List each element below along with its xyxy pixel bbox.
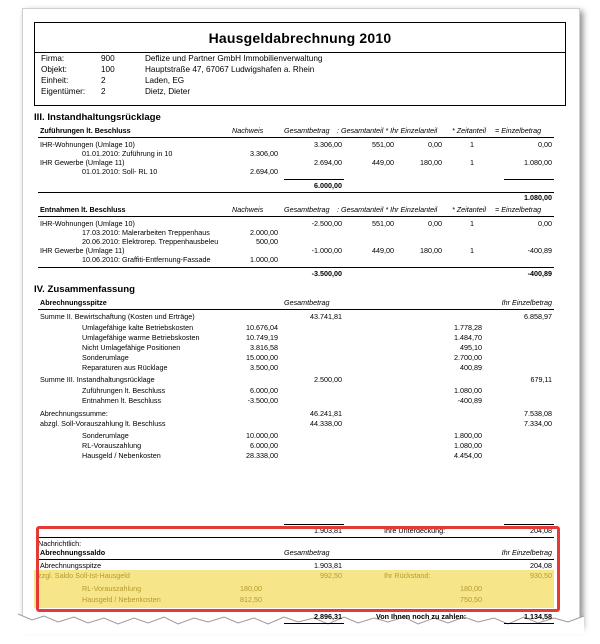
saldo-spitze-row: Abrechnungsspitze 1.903,81 204,08 <box>40 561 552 570</box>
spitze-row: Sonderumlage 15.000,00 2.700,00 <box>82 353 482 362</box>
spitze-row: RL-Vorauszahlung 6.000,00 1.080,00 <box>82 441 482 450</box>
unterdeckung-row: 1.903,81 Ihre Unterdeckung: 204,08 <box>314 526 552 535</box>
spitze-row: Entnahmen lt. Beschluss -3.500,00 -400,89 <box>82 396 482 405</box>
section-title-instandhaltung: III. Instandhaltungsrücklage <box>34 112 161 123</box>
nachrichtlich-label: Nachrichtlich: <box>38 539 82 548</box>
rule <box>38 309 554 310</box>
rule <box>504 524 554 525</box>
spitze-row: Zuführungen lt. Beschluss 6.000,00 1.080,00 <box>82 386 482 395</box>
spitze-row: Abrechnungssumme: 46.241,81 7.538,08 <box>40 409 552 418</box>
total-row: 1.080,00 <box>524 193 552 202</box>
saldo-header: Abrechnungssaldo Gesamtbetrag Ihr Einzelbetrag <box>40 548 552 557</box>
spitze-header: Abrechnungsspitze Gesamtbetrag Ihr Einzelbetrag <box>40 298 552 307</box>
spitze-row: Umlagefähige warme Betriebskosten 10.749,19 1.484,70 <box>82 333 482 342</box>
spitze-row: Nicht Umlagefähige Positionen 3.816,58 495,10 <box>82 343 482 352</box>
spitze-row: Umlagefähige kalte Betriebskosten 10.676,04 1.778,28 <box>82 323 482 332</box>
table-row: 01.01.2010: Zuführung in 10 3.306,00 <box>82 149 278 158</box>
table-row: IHR Gewerbe (Umlage 11) 2.694,00 449,00 180,00 1 1.080,00 <box>40 158 552 167</box>
rule <box>284 623 344 624</box>
spitze-row: Hausgeld / Nebenkosten 28.338,00 4.454,00 <box>82 451 482 460</box>
spitze-row: Sonderumlage 10.000,00 1.800,00 <box>82 431 482 440</box>
rule <box>38 216 554 217</box>
rule <box>284 524 344 525</box>
table-row: 10.06.2010: Graffiti-Entfernung-Fassade 1.000,00 <box>82 255 278 264</box>
total-row: 6.000,00 <box>314 181 342 190</box>
zufuehrungen-header: Zuführungen lt. Beschluss Nachweis Gesamtbetrag : Gesamtanteil * Ihr Einzelanteil * Zeitanteil = Einzelbetrag <box>40 126 542 135</box>
table-row: IHR Gewerbe (Umlage 11) -1.000,00 449,00 180,00 1 -400,89 <box>40 246 552 255</box>
header-divider <box>35 52 565 53</box>
table-row: 01.01.2010: Soll- RL 10 2.694,00 <box>82 167 278 176</box>
rule <box>504 623 554 624</box>
total-row: -3.500,00 -400,89 <box>311 269 552 278</box>
table-row: 17.03.2010: Malerarbeiten Treppenhaus 2.000,00 <box>82 228 278 237</box>
saldo-total-row: 2.896,31 Von Ihnen noch zu zahlen: 1.134,58 <box>314 612 552 621</box>
table-row: IHR-Wohnungen (Umlage 10) 3.306,00 551,00 0,00 1 0,00 <box>40 140 552 149</box>
highlight-frame <box>36 526 560 612</box>
rule <box>38 192 554 193</box>
rule <box>38 137 554 138</box>
spitze-row: Summe II. Bewirtschaftung (Kosten und Erträge) 43.741,81 6.858,97 <box>40 312 552 321</box>
document-title: Hausgeldabrechnung 2010 <box>208 30 392 46</box>
rule <box>284 179 344 180</box>
rule <box>504 179 554 180</box>
saldo-sub-row: RL-Vorauszahlung 180,00 180,00 <box>82 584 482 593</box>
entnahmen-header: Entnahmen lt. Beschluss Nachweis Gesamtbetrag : Gesamtanteil * Ihr Einzelanteil * Zeitanteil = Einzelbetrag <box>40 205 542 214</box>
table-row: IHR-Wohnungen (Umlage 10) -2.500,00 551,00 0,00 1 0,00 <box>40 219 552 228</box>
header-box: Hausgeldabrechnung 2010 Firma: 900 Deflize und Partner GmbH Immobilienverwaltung Objekt: 100 Hauptstraße 47, 67067 Ludwigshafen a. Rhein Einheit: 2 Laden, EG Eigentümer: 2 Dietz, Dieter <box>34 22 566 106</box>
section-title-zusammenfassung: IV. Zusammenfassung <box>34 284 135 295</box>
saldo-zzgl-row: zzgl. Saldo Soll-Ist-Hausgeld 992,50 Ihr Rückstand: 930,50 <box>38 571 552 580</box>
rule <box>38 267 554 268</box>
spitze-row: abzgl. Soll-Vorauszahlung lt. Beschluss 44.338,00 7.334,00 <box>40 419 552 428</box>
spitze-row: Reparaturen aus Rücklage 3.500,00 400,89 <box>82 363 482 372</box>
saldo-sub-row: Hausgeld / Nebenkosten 812,50 750,50 <box>82 595 482 604</box>
spitze-row: Summe III. Instandhaltungsrücklage 2.500,00 679,11 <box>40 375 552 384</box>
table-row: 20.06.2010: Elektrorep. Treppenhausbeleu 500,00 <box>82 237 278 246</box>
